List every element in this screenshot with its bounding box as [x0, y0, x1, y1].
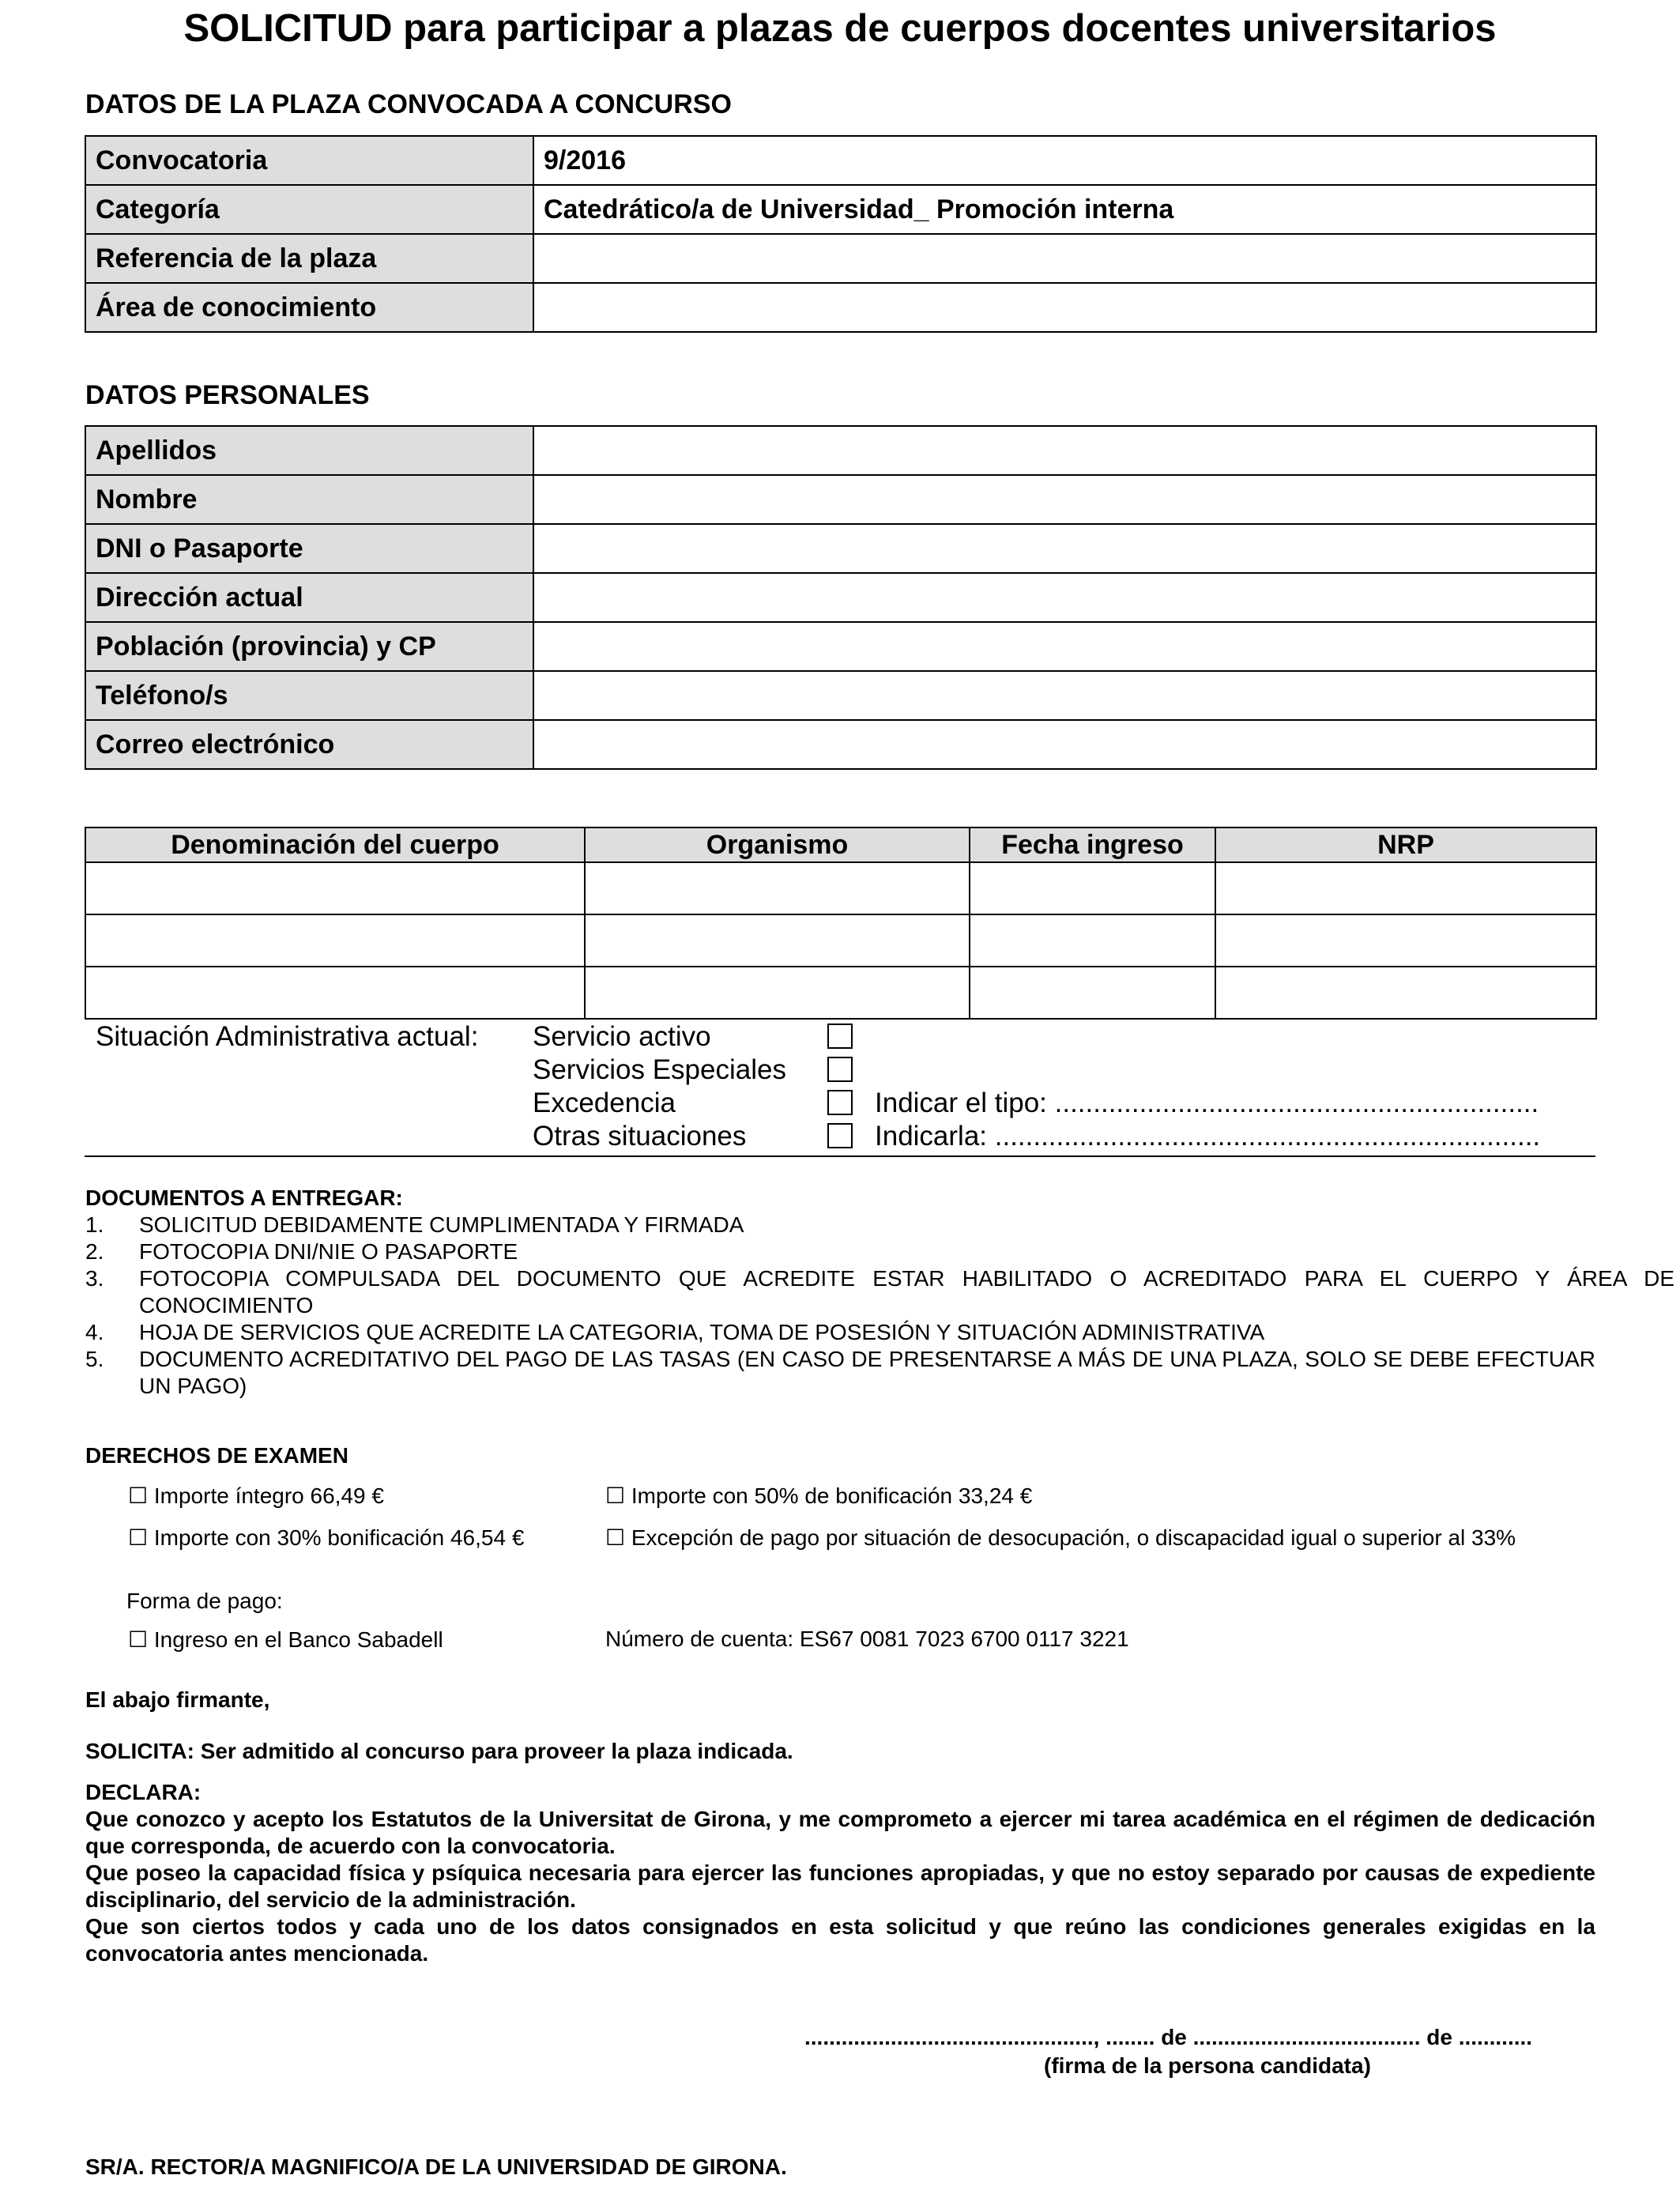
plaza-label: Área de conocimiento	[85, 283, 533, 332]
declara-block	[85, 1779, 1595, 1967]
organismo-cell[interactable]	[585, 862, 970, 914]
referencia-field[interactable]	[533, 234, 1596, 283]
personal-label: Población (provincia) y CP	[85, 622, 533, 671]
categoria-field[interactable]: Catedrático/a de Universidad_ Promoción interna	[533, 185, 1596, 234]
forma-pago-label: Forma de pago:	[126, 1589, 283, 1613]
personal-row	[85, 426, 1596, 475]
cuerpo-header: NRP	[1215, 827, 1596, 862]
situacion-option-label: Servicio activo	[533, 1021, 711, 1052]
documento-text: DOCUMENTO ACREDITATIVO DEL PAGO DE LAS TASAS (EN CASO DE PRESENTARSE A MÁS DE UNA PLAZA, SOLO SE DEBE EFECTUAR UN PAGO)	[139, 1347, 1595, 1398]
documento-item	[85, 1238, 1680, 1265]
numero-cuenta: Número de cuenta: ES67 0081 7023 6700 0117 3221	[605, 1627, 1129, 1651]
situacion-option-label: Otras situaciones	[533, 1121, 747, 1152]
firmante-text: El abajo firmante,	[85, 1687, 270, 1712]
plaza-table	[85, 135, 1597, 333]
documento-number: 3.	[85, 1266, 104, 1291]
denominacion-cell[interactable]	[85, 862, 585, 914]
situacion-label: Situación Administrativa actual:	[96, 1021, 479, 1052]
documento-item	[85, 1346, 1680, 1400]
personal-label: DNI o Pasaporte	[85, 524, 533, 573]
excedencia-tipo-field[interactable]: Indicar el tipo: ...............................................................	[875, 1088, 1539, 1118]
nombre-field[interactable]	[533, 475, 1596, 524]
fecha-ingreso-cell[interactable]	[970, 967, 1215, 1019]
documento-text: FOTOCOPIA COMPULSADA DEL DOCUMENTO QUE ACREDITE ESTAR HABILITADO O ACREDITADO PARA EL CUERPO Y ÁREA DE CONOCIMIENTO	[139, 1266, 1674, 1318]
denominacion-cell[interactable]	[85, 914, 585, 967]
direccion-field[interactable]	[533, 573, 1596, 622]
plaza-heading: DATOS DE LA PLAZA CONVOCADA A CONCURSO	[85, 89, 732, 119]
denominacion-cell[interactable]	[85, 967, 585, 1019]
solicita-text: SOLICITA: Ser admitido al concurso para proveer la plaza indicada.	[85, 1739, 793, 1763]
declara-heading: DECLARA:	[85, 1780, 202, 1804]
documento-text: HOJA DE SERVICIOS QUE ACREDITE LA CATEGORIA, TOMA DE POSESIÓN Y SITUACIÓN ADMINISTRATIVA	[139, 1320, 1265, 1344]
personal-table	[85, 425, 1597, 770]
area-field[interactable]	[533, 283, 1596, 332]
apellidos-field[interactable]	[533, 426, 1596, 475]
servicio-activo-checkbox[interactable]	[827, 1023, 853, 1049]
documento-text: FOTOCOPIA DNI/NIE O PASAPORTE	[139, 1239, 518, 1264]
organismo-cell[interactable]	[585, 967, 970, 1019]
situacion-option-label: Excedencia	[533, 1088, 676, 1118]
plaza-row	[85, 234, 1596, 283]
derechos-heading: DERECHOS DE EXAMEN	[85, 1443, 348, 1468]
declara-paragraph: Que poseo la capacidad física y psíquica necesaria para ejercer las funciones apropiadas, y que no estoy separado por causas de expediente disciplinario, del servicio de la administración.	[85, 1860, 1595, 1912]
ingreso-banco-option[interactable]: ☐ Ingreso en el Banco Sabadell	[128, 1627, 443, 1652]
cuerpo-row	[85, 914, 1596, 967]
nrp-cell[interactable]	[1215, 862, 1596, 914]
servicios-especiales-checkbox[interactable]	[827, 1057, 853, 1082]
telefono-field[interactable]	[533, 671, 1596, 720]
cuerpo-row	[85, 967, 1596, 1019]
documento-number: 1.	[85, 1212, 104, 1237]
otras-situaciones-field[interactable]: Indicarla: .......................................................................	[875, 1121, 1541, 1152]
plaza-label: Referencia de la plaza	[85, 234, 533, 283]
documento-item	[85, 1319, 1680, 1346]
documento-item	[85, 1265, 1680, 1319]
destinatario: SR/A. RECTOR/A MAGNIFICO/A DE LA UNIVERSIDAD DE GIRONA.	[85, 2154, 787, 2179]
plaza-label: Convocatoria	[85, 136, 533, 185]
personal-row	[85, 720, 1596, 769]
fecha-lugar-line[interactable]: ..............................................., ........ de ..................................... de ............	[804, 2025, 1533, 2049]
fecha-ingreso-cell[interactable]	[970, 914, 1215, 967]
personal-row	[85, 524, 1596, 573]
excepcion-pago-option[interactable]: ☐ Excepción de pago por situación de desocupación, o discapacidad igual o superior al 33%	[605, 1525, 1516, 1550]
plaza-row	[85, 283, 1596, 332]
plaza-row	[85, 136, 1596, 185]
otras-situaciones-checkbox[interactable]	[827, 1123, 853, 1148]
nrp-cell[interactable]	[1215, 967, 1596, 1019]
cuerpo-header-row	[85, 827, 1596, 862]
cuerpo-row	[85, 862, 1596, 914]
personal-label: Apellidos	[85, 426, 533, 475]
cuerpo-header: Fecha ingreso	[970, 827, 1215, 862]
plaza-row	[85, 185, 1596, 234]
personal-heading: DATOS PERSONALES	[85, 380, 370, 410]
excedencia-checkbox[interactable]	[827, 1090, 853, 1115]
cuerpo-header: Denominación del cuerpo	[85, 827, 585, 862]
personal-row	[85, 622, 1596, 671]
importe-30-option[interactable]: ☐ Importe con 30% bonificación 46,54 €	[128, 1525, 525, 1550]
plaza-label: Categoría	[85, 185, 533, 234]
personal-row	[85, 475, 1596, 524]
documentos-heading: DOCUMENTOS A ENTREGAR:	[85, 1186, 403, 1210]
personal-label: Teléfono/s	[85, 671, 533, 720]
cuerpo-header: Organismo	[585, 827, 970, 862]
documento-text: SOLICITUD DEBIDAMENTE CUMPLIMENTADA Y FIRMADA	[139, 1212, 744, 1237]
page-title: SOLICITUD para participar a plazas de cuerpos docentes universitarios	[183, 7, 1497, 50]
poblacion-field[interactable]	[533, 622, 1596, 671]
documento-number: 5.	[85, 1347, 104, 1371]
importe-50-option[interactable]: ☐ Importe con 50% de bonificación 33,24 €	[605, 1483, 1033, 1508]
cuerpo-table	[85, 827, 1597, 1020]
situacion-option-label: Servicios Especiales	[533, 1054, 786, 1085]
nrp-cell[interactable]	[1215, 914, 1596, 967]
importe-integro-option[interactable]: ☐ Importe íntegro 66,49 €	[128, 1483, 384, 1508]
personal-label: Nombre	[85, 475, 533, 524]
declara-paragraph: Que conozco y acepto los Estatutos de la Universitat de Girona, y me comprometo a ejercer mi tarea académica en el régimen de dedicación que corresponda, de acuerdo con la convocatoria.	[85, 1807, 1595, 1858]
organismo-cell[interactable]	[585, 914, 970, 967]
correo-field[interactable]	[533, 720, 1596, 769]
firma-label: (firma de la persona candidata)	[1044, 2053, 1371, 2078]
personal-row	[85, 573, 1596, 622]
declara-paragraph: Que son ciertos todos y cada uno de los datos consignados en esta solicitud y que reúno las condiciones generales exigidas en la convocatoria antes mencionada.	[85, 1914, 1595, 1966]
documento-item	[85, 1212, 1680, 1238]
divider	[85, 1155, 1595, 1157]
personal-row	[85, 671, 1596, 720]
documento-number: 4.	[85, 1320, 104, 1344]
dni-field[interactable]	[533, 524, 1596, 573]
documento-number: 2.	[85, 1239, 104, 1264]
personal-label: Dirección actual	[85, 573, 533, 622]
convocatoria-field[interactable]: 9/2016	[533, 136, 1596, 185]
fecha-ingreso-cell[interactable]	[970, 862, 1215, 914]
personal-label: Correo electrónico	[85, 720, 533, 769]
